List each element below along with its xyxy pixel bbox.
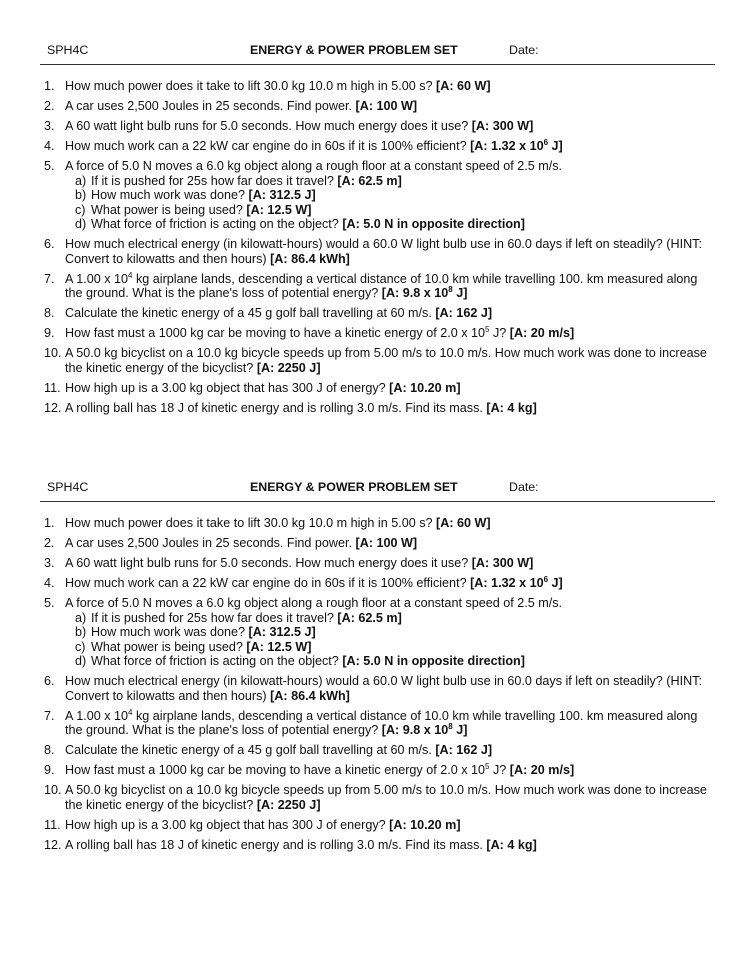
question-text-start: A 1.00 x 10 [65, 708, 129, 723]
sub-question-answer: [A: 5.0 N in opposite direction] [342, 654, 525, 669]
question-answer: [A: 10.20 m] [389, 818, 461, 832]
sub-question-text: How much work was done? [91, 625, 249, 640]
question-text: A car uses 2,500 Joules in 25 seconds. Find power. [65, 98, 356, 113]
question-answer: [A: 60 W] [436, 516, 491, 530]
question-answer: [A: 162 J] [435, 306, 493, 321]
answer-exponent: 8 [448, 285, 453, 295]
question-text: A 60 watt light bulb runs for 5.0 seconds. How much energy does it use? [65, 555, 472, 570]
question-answer: [A: 20 m/s] [509, 326, 575, 341]
question-number: 6. [44, 237, 55, 252]
question-answer: [A: 4 kg] [486, 400, 537, 415]
question-4 [0, 576, 749, 591]
question-7 [0, 709, 749, 738]
course-code: SPH4C [47, 480, 89, 494]
question-answer: [A: 2250 J] [256, 361, 321, 376]
question-8 [0, 743, 749, 758]
question-text: A force of 5.0 N moves a 6.0 kg object along a rough floor at a constant speed of 2.5 m/s. [65, 158, 563, 173]
sub-question-letter: b) [75, 625, 87, 640]
question-4 [0, 139, 749, 154]
sub-question-c [75, 640, 709, 655]
sub-question-letter: a) [75, 610, 87, 625]
sub-question-answer: [A: 12.5 W] [246, 639, 312, 654]
answer-unit: J] [548, 575, 563, 590]
question-number: 11. [44, 818, 61, 832]
answer-base: [A: 9.8 x 10 [381, 286, 449, 301]
sub-question-b [75, 625, 709, 640]
answer-base: [A: 9.8 x 10 [381, 723, 449, 738]
answer-base: [A: 1.32 x 10 [470, 138, 544, 153]
question-text: Calculate the kinetic energy of a 45 g golf ball travelling at 60 m/s. [65, 306, 436, 321]
question-answer: [A: 100 W] [355, 98, 418, 113]
question-12 [0, 838, 749, 853]
question-exponent: 5 [485, 762, 490, 772]
answer-exponent: 6 [543, 137, 549, 147]
sub-question-letter: a) [75, 173, 87, 188]
problem-set-copy-1 [0, 40, 749, 421]
question-number: 11. [44, 381, 61, 395]
question-9 [0, 326, 749, 341]
question-number: 10. [44, 346, 62, 361]
question-text: How much power does it take to lift 30.0 kg 10.0 m high in 5.00 s? [65, 516, 437, 530]
question-text: How high up is a 3.00 kg object that has 300 J of energy? [65, 381, 390, 395]
question-answer: [A: 20 m/s] [509, 763, 575, 778]
question-10 [0, 346, 749, 375]
sub-question-b [75, 188, 709, 203]
question-text: A force of 5.0 N moves a 6.0 kg object along a rough floor at a constant speed of 2.5 m/s. [65, 595, 563, 610]
sheet-title: ENERGY & POWER PROBLEM SET [250, 480, 458, 494]
question-text: How much electrical energy (in kilowatt-hours) would a 60.0 W light bulb use in 60.0 days if left on steadily? (HINT: Convert to kilowatts and then hours) [65, 237, 702, 266]
sheet-title: ENERGY & POWER PROBLEM SET [250, 43, 458, 57]
question-text: How much electrical energy (in kilowatt-hours) would a 60.0 W light bulb use in 60.0 days if left on steadily? (HINT: Convert to kilowatts and then hours) [65, 674, 702, 703]
question-number: 10. [44, 783, 62, 798]
question-number: 9. [44, 763, 55, 778]
question-3 [0, 119, 749, 134]
sub-question-text: What force of friction is acting on the object? [91, 217, 343, 232]
question-2 [0, 536, 749, 551]
question-answer: [A: 300 W] [471, 555, 534, 570]
sub-question-answer: [A: 62.5 m] [337, 610, 402, 625]
date-label: Date: [509, 480, 539, 494]
question-answer: [A: 100 W] [355, 535, 418, 550]
date-label: Date: [509, 43, 539, 57]
sub-question-text: What power is being used? [91, 639, 247, 654]
question-1 [0, 79, 749, 94]
sub-question-c [75, 203, 709, 218]
question-text-start: How fast must a 1000 kg car be moving to have a kinetic energy of 2.0 x 10 [65, 763, 486, 778]
question-answer [470, 576, 563, 590]
question-number: 5. [44, 158, 55, 173]
question-text: A rolling ball has 18 J of kinetic energy and is rolling 3.0 m/s. Find its mass. [65, 400, 487, 415]
question-answer: [A: 60 W] [436, 79, 491, 93]
answer-unit: J] [548, 138, 563, 153]
question-number: 8. [44, 306, 55, 321]
answer-unit: J] [452, 723, 468, 738]
question-5 [0, 159, 749, 232]
question-text-end: kg airplane lands, descending a vertical distance of 10.0 km while travelling 100. km measured along the ground. What is the plane's loss of potential energy? [65, 708, 698, 738]
answer-exponent: 6 [543, 574, 549, 584]
sub-question-letter: c) [75, 639, 86, 654]
question-text: How high up is a 3.00 kg object that has 300 J of energy? [65, 818, 390, 832]
question-12 [0, 401, 749, 416]
question-10 [0, 783, 749, 812]
question-number: 3. [44, 555, 55, 570]
question-number: 3. [44, 118, 55, 133]
question-number: 4. [44, 138, 55, 153]
sheet-header [40, 477, 715, 502]
question-text: How much work can a 22 kW car engine do in 60s if it is 100% efficient? [65, 575, 471, 590]
question-number: 4. [44, 575, 55, 590]
question-text-end: J? [489, 763, 510, 778]
question-11 [0, 818, 749, 833]
sub-question-answer: [A: 312.5 J] [248, 188, 316, 203]
question-number: 9. [44, 326, 55, 341]
question-text: A car uses 2,500 Joules in 25 seconds. Find power. [65, 535, 356, 550]
question-text-end: kg airplane lands, descending a vertical distance of 10.0 km while travelling 100. km measured along the ground. What is the plane's loss of potential energy? [65, 271, 698, 301]
question-text: Calculate the kinetic energy of a 45 g golf ball travelling at 60 m/s. [65, 743, 436, 758]
sub-question-answer: [A: 312.5 J] [248, 625, 316, 640]
question-text: A rolling ball has 18 J of kinetic energy and is rolling 3.0 m/s. Find its mass. [65, 837, 487, 852]
sub-question-text: How much work was done? [91, 188, 249, 203]
question-number: 7. [44, 708, 55, 723]
question-list [0, 79, 749, 416]
question-text: A 60 watt light bulb runs for 5.0 seconds. How much energy does it use? [65, 118, 472, 133]
answer-exponent: 8 [448, 722, 453, 732]
answer-unit: J] [452, 286, 468, 301]
question-text: How much work can a 22 kW car engine do in 60s if it is 100% efficient? [65, 138, 471, 153]
question-answer: [A: 4 kg] [486, 837, 537, 852]
question-answer: [A: 10.20 m] [389, 381, 461, 395]
question-text: How much power does it take to lift 30.0 kg 10.0 m high in 5.00 s? [65, 79, 437, 93]
question-answer [470, 139, 563, 153]
question-exponent: 4 [128, 707, 133, 717]
course-code: SPH4C [47, 43, 89, 57]
question-text: A 50.0 kg bicyclist on a 10.0 kg bicycle speeds up from 5.00 m/s to 10.0 m/s. How much work was done to increase the kinetic energy of the bicyclist? [65, 783, 707, 813]
sheet-header [40, 40, 715, 65]
sub-question-letter: c) [75, 202, 86, 217]
sub-question-a [75, 611, 709, 626]
question-number: 1. [44, 79, 55, 93]
question-answer [382, 723, 468, 737]
sub-question-list [65, 611, 709, 669]
sub-question-letter: d) [75, 217, 87, 232]
sub-question-answer: [A: 5.0 N in opposite direction] [342, 217, 525, 232]
question-number: 6. [44, 674, 55, 689]
question-number: 8. [44, 743, 55, 758]
question-6 [0, 674, 749, 703]
sub-question-letter: b) [75, 188, 87, 203]
question-number: 5. [44, 595, 55, 610]
sub-question-text: What power is being used? [91, 202, 247, 217]
question-answer: [A: 300 W] [471, 118, 534, 133]
question-7 [0, 272, 749, 301]
sub-question-letter: d) [75, 654, 87, 669]
question-3 [0, 556, 749, 571]
question-text: A 50.0 kg bicyclist on a 10.0 kg bicycle speeds up from 5.00 m/s to 10.0 m/s. How much work was done to increase the kinetic energy of the bicyclist? [65, 346, 707, 376]
sub-question-answer: [A: 62.5 m] [337, 173, 402, 188]
question-5 [0, 596, 749, 669]
question-text-end: J? [489, 326, 510, 341]
question-answer: [A: 86.4 kWh] [270, 688, 350, 703]
question-2 [0, 99, 749, 114]
sub-question-d [75, 217, 709, 232]
sub-question-d [75, 654, 709, 669]
question-text-start: A 1.00 x 10 [65, 271, 129, 286]
sub-question-text: If it is pushed for 25s how far does it travel? [91, 173, 338, 188]
question-exponent: 5 [485, 325, 490, 335]
sub-question-answer: [A: 12.5 W] [246, 202, 312, 217]
question-number: 12. [44, 837, 62, 852]
question-number: 2. [44, 98, 55, 113]
question-number: 2. [44, 535, 55, 550]
question-answer: [A: 162 J] [435, 743, 493, 758]
question-number: 1. [44, 516, 55, 530]
question-8 [0, 306, 749, 321]
question-number: 7. [44, 271, 55, 286]
question-exponent: 4 [128, 270, 133, 280]
question-9 [0, 763, 749, 778]
question-list [0, 516, 749, 853]
question-number: 12. [44, 400, 62, 415]
question-11 [0, 381, 749, 396]
sub-question-text: What force of friction is acting on the object? [91, 654, 343, 669]
sub-question-text: If it is pushed for 25s how far does it travel? [91, 610, 338, 625]
question-6 [0, 237, 749, 266]
sub-question-list [65, 174, 709, 232]
question-1 [0, 516, 749, 531]
question-answer: [A: 2250 J] [256, 798, 321, 813]
question-answer [382, 286, 468, 300]
sub-question-a [75, 174, 709, 189]
question-text-start: How fast must a 1000 kg car be moving to have a kinetic energy of 2.0 x 10 [65, 326, 486, 341]
answer-base: [A: 1.32 x 10 [470, 575, 544, 590]
problem-set-copy-2 [0, 477, 749, 858]
question-answer: [A: 86.4 kWh] [270, 251, 350, 266]
